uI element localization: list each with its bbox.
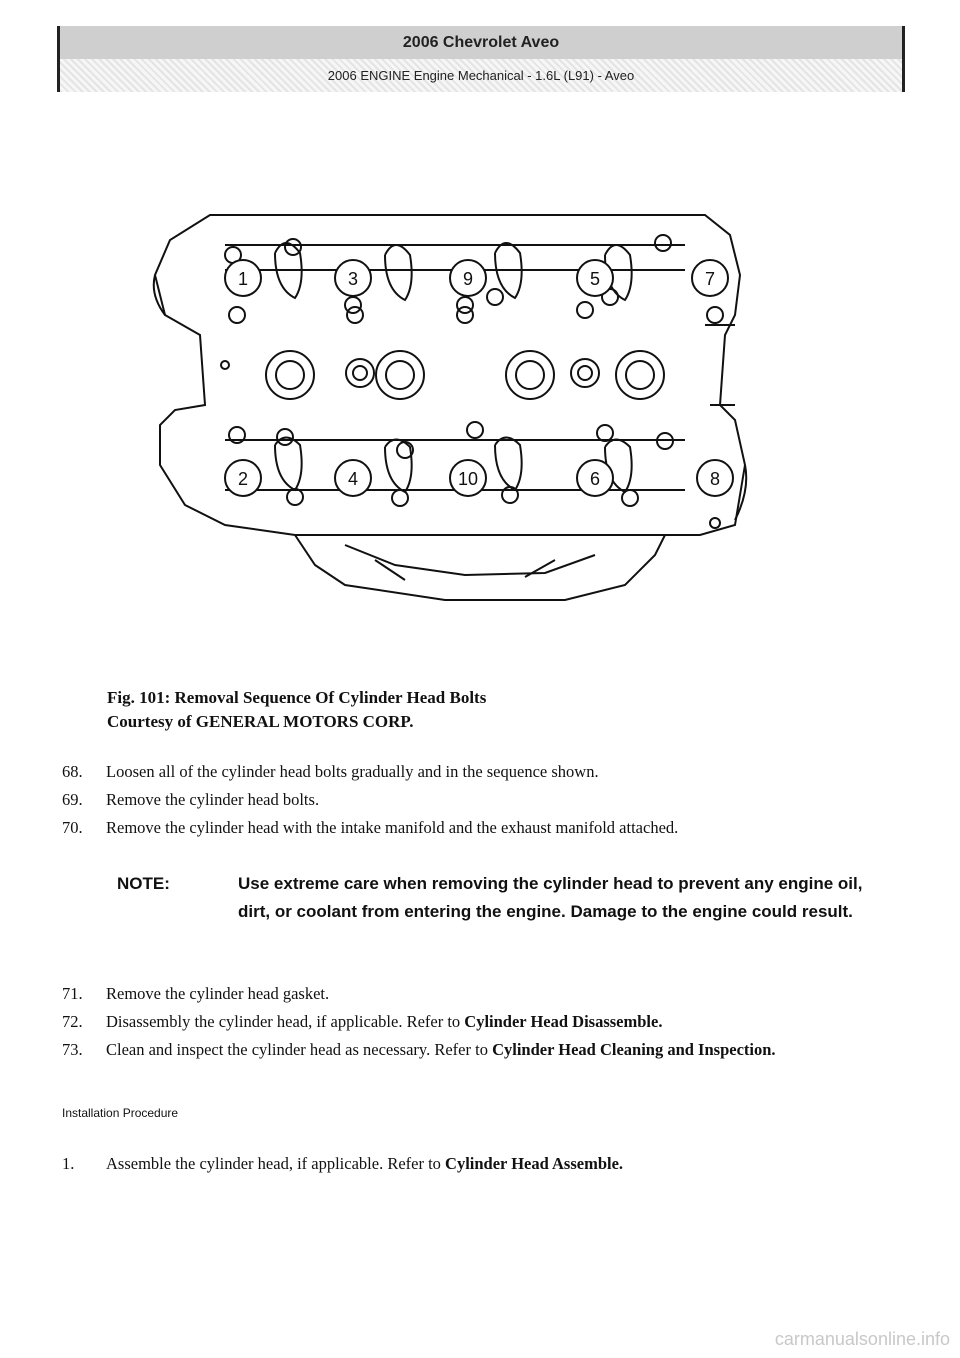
step-text: Clean and inspect the cylinder head as necessary. Refer to Cylinder Head Cleaning and Inspection. xyxy=(106,1040,776,1059)
reference-link[interactable]: Cylinder Head Disassemble. xyxy=(464,1012,663,1031)
bolt-label: 8 xyxy=(709,469,721,489)
bolt-label: 7 xyxy=(704,269,716,289)
step-number: 72. xyxy=(62,1012,83,1031)
section-title: Installation Procedure xyxy=(62,1106,179,1120)
step-number: 70. xyxy=(62,818,83,837)
header-subtitle: 2006 ENGINE Engine Mechanical - 1.6L (L91) - Aveo xyxy=(60,59,902,92)
bolt-label: 5 xyxy=(589,269,601,289)
step-number: 69. xyxy=(62,790,83,809)
bolt-label: 6 xyxy=(589,469,601,489)
list-item xyxy=(62,1150,942,1178)
bolt-label: 9 xyxy=(462,269,474,289)
list-item xyxy=(62,1036,942,1064)
page-header xyxy=(57,26,905,92)
list-item xyxy=(62,814,942,842)
figure-caption xyxy=(107,686,486,734)
bolt-label: 10 xyxy=(457,469,479,489)
list-item xyxy=(62,1008,942,1036)
step-list xyxy=(62,758,942,842)
step-text: Remove the cylinder head with the intake manifold and the exhaust manifold attached. xyxy=(106,818,679,837)
header-title: 2006 Chevrolet Aveo xyxy=(60,26,902,59)
watermark: carmanualsonline.info xyxy=(774,1329,950,1349)
bolt-label: 2 xyxy=(237,469,249,489)
caption-credit: Courtesy of GENERAL MOTORS CORP. xyxy=(107,712,414,731)
list-item xyxy=(62,758,942,786)
step-number: 73. xyxy=(62,1040,83,1059)
step-list xyxy=(62,1150,942,1178)
list-item xyxy=(62,786,942,814)
note-text: Use extreme care when removing the cylinder head to prevent any engine oil, dirt, or coolant from entering the engine. Damage to the engine could result. xyxy=(238,874,863,921)
step-text: Remove the cylinder head bolts. xyxy=(106,790,320,809)
step-text: Remove the cylinder head gasket. xyxy=(106,984,330,1003)
caption-title: Fig. 101: Removal Sequence Of Cylinder Head Bolts xyxy=(107,688,487,707)
bolt-label: 3 xyxy=(347,269,359,289)
list-item xyxy=(62,980,942,1008)
note-box xyxy=(117,870,877,926)
cylinder-head-diagram xyxy=(145,205,765,610)
bolt-label: 4 xyxy=(347,469,359,489)
step-number: 1. xyxy=(62,1154,75,1173)
step-text: Loosen all of the cylinder head bolts gradually and in the sequence shown. xyxy=(106,762,599,781)
step-text: Assemble the cylinder head, if applicable. Refer to Cylinder Head Assemble. xyxy=(106,1154,624,1173)
reference-link[interactable]: Cylinder Head Cleaning and Inspection. xyxy=(492,1040,776,1059)
step-number: 68. xyxy=(62,762,83,781)
bolt-label: 1 xyxy=(237,269,249,289)
step-text: Disassembly the cylinder head, if applicable. Refer to Cylinder Head Disassemble. xyxy=(106,1012,663,1031)
step-number: 71. xyxy=(62,984,83,1003)
step-list xyxy=(62,980,942,1064)
note-label: NOTE: xyxy=(117,874,170,893)
reference-link[interactable]: Cylinder Head Assemble. xyxy=(445,1154,624,1173)
